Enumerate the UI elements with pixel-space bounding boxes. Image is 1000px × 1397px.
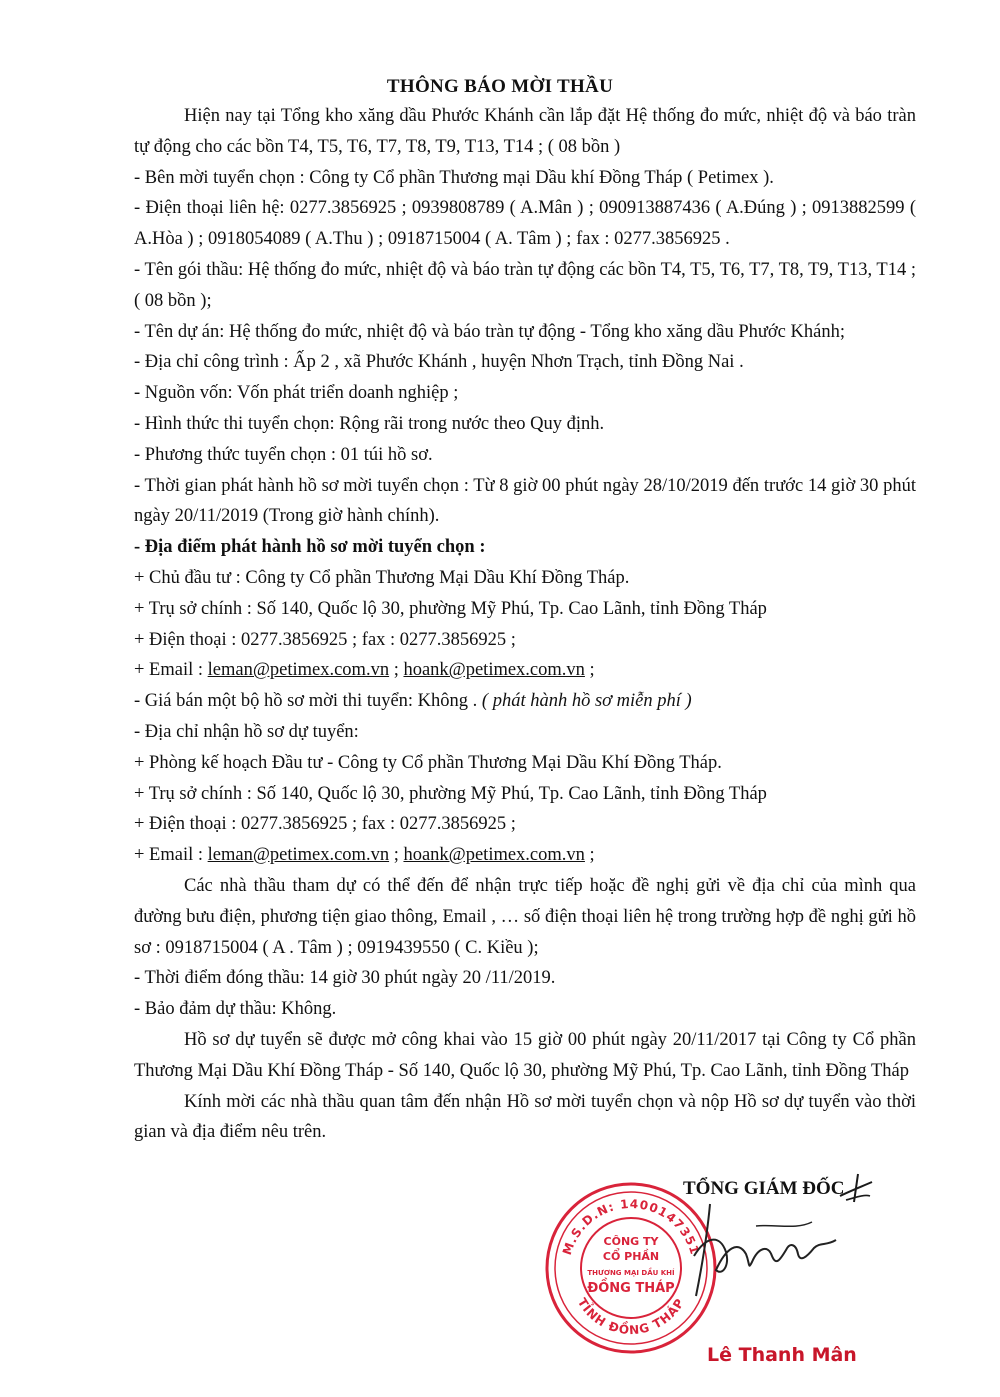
line-tru-so-1: + Trụ sở chính : Số 140, Quốc lộ 30, phường Mỹ Phú, Tp. Cao Lãnh, tỉnh Đồng Tháp	[134, 598, 767, 619]
handwritten-signature	[686, 1196, 846, 1306]
line-nguon-von: - Nguồn vốn: Vốn phát triển doanh nghiệp ;	[134, 383, 459, 404]
seal-line-1: CÔNG TY	[603, 1235, 659, 1248]
email-end: ;	[584, 845, 595, 866]
email-link-leman[interactable]: leman@petimex.com.vn	[207, 660, 390, 681]
line-bao-dam: - Bảo đảm dự thầu: Không.	[134, 999, 337, 1020]
dia-diem-heading: - Địa điểm phát hành hồ sơ mời tuyển chọn :	[134, 537, 486, 558]
line-tru-so-2: + Trụ sở chính : Số 140, Quốc lộ 30, phường Mỹ Phú, Tp. Cao Lãnh, tỉnh Đồng Tháp	[134, 783, 767, 804]
line-email-2	[134, 840, 916, 871]
gia-ban-text: - Giá bán một bộ hồ sơ mời thi tuyển: Không .	[134, 691, 482, 712]
line-phuong-thuc: - Phương thức tuyển chọn : 01 túi hồ sơ.	[134, 444, 433, 465]
line-dia-chi-nhan: - Địa chỉ nhận hồ sơ dự tuyển:	[134, 721, 359, 742]
intro-paragraph: Hiện nay tại Tổng kho xăng dầu Phước Khánh cần lắp đặt Hệ thống đo mức, nhiệt độ và báo tràn tự động cho các bồn T4, T5, T6, T7, T8, T9, T13, T14 ; ( 08 bồn )	[134, 106, 916, 157]
line-chu-dau-tu: + Chủ đầu tư : Công ty Cổ phần Thương Mại Dầu Khí Đồng Tháp.	[134, 567, 630, 588]
seal-line-4: ĐỒNG THÁP	[587, 1281, 675, 1296]
ho-so-paragraph: Hồ sơ dự tuyển sẽ được mở công khai vào 15 giờ 00 phút ngày 20/11/2017 tại Công ty Cổ phần Thương Mại Dầu Khí Đồng Tháp - Số 140, Quốc lộ 30, phường Mỹ Phú, Tp. Cao Lãnh, tỉnh Đồng Tháp	[134, 1029, 916, 1081]
gia-ban-note: ( phát hành hồ sơ miễn phí )	[481, 691, 692, 712]
line-phong-ke-hoach: + Phòng kế hoạch Đầu tư - Công ty Cổ phần Thương Mại Dầu Khí Đồng Tháp.	[134, 752, 722, 773]
email-separator: ;	[389, 660, 404, 681]
line-gia-ban	[134, 686, 916, 717]
email-link-leman[interactable]: leman@petimex.com.vn	[207, 845, 390, 866]
seal-outer-text: M.S.D.N: 1400147351	[559, 1196, 703, 1257]
line-goi-thau: - Tên gói thầu: Hệ thống đo mức, nhiệt độ và báo tràn tự động các bồn T4, T5, T6, T7, T8, T9, T13, T14 ; ( 08 bồn );	[134, 259, 916, 311]
line-du-an: - Tên dự án: Hệ thống đo mức, nhiệt độ và báo tràn tự động - Tổng kho xăng dầu Phước Khánh;	[134, 321, 845, 342]
email-link-hoank[interactable]: hoank@petimex.com.vn	[403, 660, 585, 681]
line-dien-thoai: - Điện thoại liên hệ: 0277.3856925 ; 0939808789 ( A.Mân ) ; 090913887436 ( A.Đúng ) ; 0913882599 ( A.Hòa ) ; 0918054089 ( A.Thu ) ; 0918715004 ( A. Tâm ) ; fax : 0277.3856925 .	[134, 198, 916, 250]
line-dien-thoai-2: + Điện thoại : 0277.3856925 ; fax : 0277.3856925 ;	[134, 814, 516, 835]
document-body	[134, 101, 916, 1148]
signatory-title: TỔNG GIÁM ĐỐC	[683, 1178, 845, 1199]
kinh-moi-paragraph: Kính mời các nhà thầu quan tâm đến nhận Hồ sơ mời tuyển chọn và nộp Hồ sơ dự tuyển vào thời gian và địa điểm nêu trên.	[134, 1091, 916, 1143]
seal-line-2: CỔ PHẦN	[602, 1250, 660, 1263]
cac-nha-thau-paragraph: Các nhà thầu tham dự có thể đến để nhận trực tiếp hoặc đề nghị gửi về địa chỉ của mình qua đường bưu điện, phương tiện giao thông, Email , … số điện thoại liên hệ trong trường hợp đề nghị gửi hồ sơ : 0918715004 ( A . Tâm ) ; 0919439550 ( C. Kiều );	[134, 875, 916, 958]
line-dong-thau: - Thời điểm đóng thầu: 14 giờ 30 phút ngày 20 /11/2019.	[134, 968, 556, 989]
email-link-hoank[interactable]: hoank@petimex.com.vn	[403, 845, 585, 866]
line-thoi-gian: - Thời gian phát hành hồ sơ mời tuyển chọn : Từ 8 giờ 00 phút ngày 28/10/2019 đến trước 14 giờ 30 phút ngày 20/11/2019 (Trong giờ hành chính).	[134, 475, 916, 527]
line-ben-moi: - Bên mời tuyển chọn : Công ty Cổ phần Thương mại Dầu khí Đồng Tháp ( Petimex ).	[134, 167, 774, 188]
document-title: THÔNG BÁO MỜI THẦU	[386, 76, 614, 97]
email-end: ;	[584, 660, 595, 681]
seal-line-3: THƯƠNG MẠI DẦU KHÍ	[587, 1269, 675, 1277]
email-separator: ;	[389, 845, 404, 866]
email-prefix: + Email :	[134, 660, 208, 681]
seal-bottom-text: TỈNH ĐỒNG THÁP	[574, 1295, 688, 1338]
line-dia-chi-cong-trinh: - Địa chỉ công trình : Ấp 2 , xã Phước Khánh , huyện Nhơn Trạch, tỉnh Đồng Nai .	[134, 352, 744, 373]
svg-text:TỈNH ĐỒNG THÁP	[575, 1296, 687, 1338]
line-hinh-thuc: - Hình thức thi tuyển chọn: Rộng rãi trong nước theo Quy định.	[134, 413, 605, 434]
line-dien-thoai-1: + Điện thoại : 0277.3856925 ; fax : 0277.3856925 ;	[134, 629, 516, 650]
signatory-name: Lê Thanh Mân	[707, 1344, 857, 1366]
email-prefix: + Email :	[134, 845, 208, 866]
line-email-1	[134, 655, 916, 686]
